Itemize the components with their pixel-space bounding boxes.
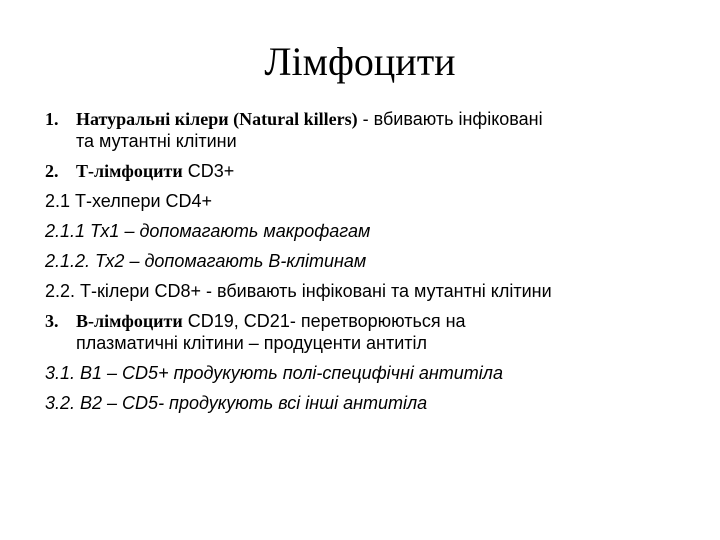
item-heading: Т-лімфоцити	[76, 161, 183, 181]
subitem-t-helpers: 2.1 Т-хелпери CD4+	[45, 191, 213, 211]
item-heading: Натуральні кілери (Natural killers)	[76, 109, 358, 129]
item-text: - вбивають інфіковані	[357, 109, 543, 129]
list-item-b-lymphocytes	[45, 310, 705, 354]
slide-title: Лімфоцити	[264, 39, 456, 84]
list-number: 1.	[45, 109, 59, 129]
subitem-th1: 2.1.1 Тх1 – допомагають макрофагам	[45, 221, 371, 241]
slide-content	[45, 108, 705, 422]
subitem-b1: 3.1. В1 – CD5+ продукують полі-специфічні антитіла	[45, 363, 503, 383]
subitem-b2: 3.2. В2 – CD5- продукують всі інші антитіла	[45, 393, 428, 413]
list-item-natural-killers	[45, 108, 705, 152]
item-text: CD3+	[182, 161, 235, 181]
item-text: CD19, CD21- перетворюються на	[182, 311, 466, 331]
item-heading: В-лімфоцити	[76, 311, 183, 331]
list-number: 2.	[45, 161, 59, 181]
item-text-continued: плазматичні клітини – продуценти антитіл	[76, 333, 428, 353]
subitem-th2: 2.1.2. Тх2 – допомагають В-клітинам	[45, 251, 367, 271]
list-number: 3.	[45, 311, 59, 331]
subitem-t-killers: 2.2. Т-кілери CD8+ - вбивають інфіковані та мутантні клітини	[45, 281, 552, 301]
list-item-t-lymphocytes	[45, 160, 705, 182]
item-text-continued: та мутантні клітини	[76, 131, 237, 151]
